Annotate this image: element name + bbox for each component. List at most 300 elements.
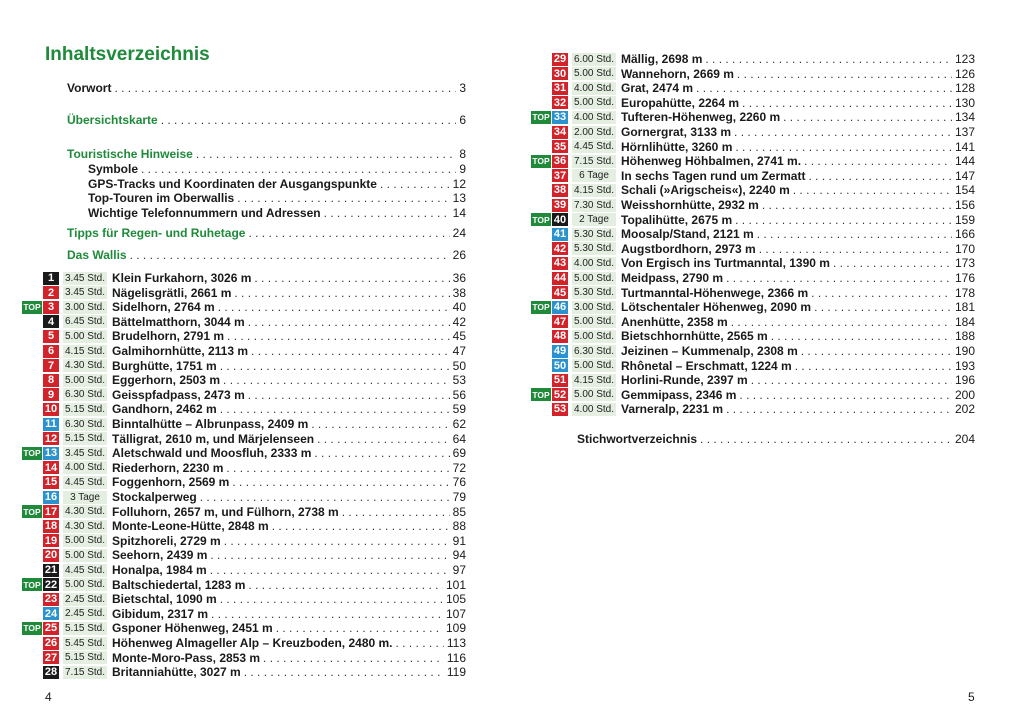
tour-name: Honalpa, 1984 m: [112, 563, 207, 577]
tour-page: 188: [954, 329, 975, 344]
leader-dots: [739, 388, 952, 402]
top-tour-badge: TOP: [23, 623, 41, 634]
tour-name: Klein Furkahorn, 3026 m: [112, 271, 252, 285]
leader-dots: [224, 534, 450, 548]
tour-entry[interactable]: [22, 388, 466, 402]
tour-number: 18: [44, 520, 58, 533]
tour-page: 184: [954, 314, 975, 329]
top-tour-badge: TOP: [532, 156, 550, 167]
tour-page: 154: [954, 183, 975, 198]
leader-dots: [223, 373, 450, 387]
top-tour-badge: TOP: [532, 389, 550, 400]
leader-dots: [210, 563, 450, 577]
section-entry[interactable]: [88, 162, 466, 177]
leader-dots: [742, 96, 952, 110]
tour-name: Foggenhorn, 2569 m: [112, 475, 230, 490]
tour-name: Höhenweg Höhbalmen, 2741 m.: [621, 154, 802, 169]
tour-name: Höhenweg Almageller Alp – Kreuzboden, 2480 m.: [112, 636, 393, 650]
tour-entry[interactable]: [531, 300, 975, 314]
tour-number: 19: [44, 534, 58, 547]
leader-dots: [314, 446, 449, 460]
tour-name: Binntalhütte – Albrunpass, 2409 m: [112, 417, 309, 431]
tour-name: Lötschentaler Höhenweg, 2090 m: [621, 300, 812, 315]
leader-dots: [731, 315, 952, 329]
tour-entry[interactable]: [531, 125, 975, 139]
tour-duration: 2.45 Std.: [64, 608, 106, 620]
tour-entry[interactable]: [531, 169, 975, 183]
section-entry[interactable]: [88, 177, 466, 192]
tour-entry[interactable]: [531, 373, 975, 387]
page-number-left: 4: [45, 690, 52, 704]
tour-number: 14: [44, 461, 58, 474]
tour-entry[interactable]: [22, 651, 466, 665]
tour-page: 47: [452, 344, 466, 358]
tour-page: 126: [954, 66, 975, 81]
tour-duration: 5.00 Std.: [64, 535, 106, 547]
tour-entry[interactable]: [531, 344, 975, 358]
tour-entry[interactable]: [22, 344, 466, 358]
leader-dots: [734, 125, 952, 139]
tour-entry[interactable]: [22, 329, 466, 343]
tour-number: 35: [553, 140, 567, 153]
tour-entry[interactable]: [22, 665, 466, 679]
leader-dots: [226, 461, 449, 475]
tour-entry[interactable]: [531, 315, 975, 329]
tour-duration: 4.30 Std.: [64, 520, 106, 532]
leader-dots: [726, 271, 952, 285]
tour-entry[interactable]: [22, 607, 466, 621]
tour-number: 32: [553, 96, 567, 109]
section-label: Top-Touren im Oberwallis: [88, 191, 235, 205]
tour-name: Burghütte, 1751 m: [112, 358, 217, 373]
tour-entry[interactable]: [22, 446, 466, 460]
tour-page: 202: [954, 402, 975, 417]
tour-duration: 4.15 Std.: [573, 184, 615, 196]
tour-page: 36: [452, 271, 466, 285]
section-label: Übersichtskarte: [67, 113, 158, 127]
tour-duration: 6.30 Std.: [573, 345, 615, 357]
tour-entry[interactable]: [531, 256, 975, 270]
tour-duration: 5.15 Std.: [64, 433, 106, 445]
tour-duration: 5.00 Std.: [64, 330, 106, 342]
tour-number: 39: [553, 199, 567, 211]
top-tour-badge: TOP: [532, 214, 550, 225]
tour-duration: 5.45 Std.: [64, 637, 106, 649]
leader-dots: [234, 286, 449, 300]
section-page: 9: [459, 162, 466, 176]
leader-dots: [759, 242, 952, 256]
tour-number: 47: [553, 315, 567, 328]
tour-name: Monte-Moro-Pass, 2853 m: [112, 650, 261, 665]
tour-entry[interactable]: [22, 490, 466, 504]
section-entry[interactable]: [67, 248, 466, 263]
tour-page: 128: [954, 81, 975, 96]
tour-page: 50: [452, 358, 466, 373]
tour-page: 141: [954, 139, 975, 154]
tour-name: Anenhütte, 2358 m: [621, 314, 728, 329]
tour-duration: 4.00 Std.: [573, 111, 615, 123]
tour-number: 46: [553, 301, 567, 314]
tour-number: 20: [44, 549, 58, 562]
tour-page: 42: [452, 314, 466, 329]
leader-dots: [317, 432, 450, 446]
index-entry[interactable]: [577, 432, 975, 447]
tour-name: Gemmipass, 2346 m: [621, 387, 737, 402]
tour-name: Weisshornhütte, 2932 m: [621, 198, 759, 212]
tour-duration: 4.15 Std.: [64, 345, 106, 357]
leader-dots: [814, 300, 952, 314]
tour-name: Europahütte, 2264 m: [621, 95, 740, 110]
tour-number: 24: [44, 607, 58, 620]
tour-duration: 2.45 Std.: [64, 593, 106, 605]
tour-name: Geisspfadpass, 2473 m: [112, 387, 245, 402]
section-page: 8: [459, 147, 466, 161]
tour-number: 28: [44, 666, 58, 679]
leader-dots: [757, 227, 952, 241]
tour-page: 107: [445, 606, 466, 621]
tour-entry[interactable]: [531, 271, 975, 285]
top-tour-badge: TOP: [23, 506, 41, 517]
tour-name: Gornergrat, 3133 m: [621, 125, 732, 139]
tour-name: Riederhorn, 2230 m: [112, 460, 224, 475]
tour-page: 91: [452, 533, 466, 548]
tour-entry[interactable]: [22, 402, 466, 416]
tour-page: 76: [452, 475, 466, 490]
tour-entry[interactable]: [22, 636, 466, 650]
leader-dots: [342, 505, 450, 519]
tour-entry[interactable]: [22, 461, 466, 475]
tour-name: Eggerhorn, 2503 m: [112, 373, 221, 388]
tour-number: 12: [44, 432, 58, 445]
section-label: Wichtige Telefonnummern und Adressen: [88, 206, 321, 220]
tour-page: 45: [452, 329, 466, 344]
tour-page: 137: [954, 125, 975, 139]
top-tour-badge: TOP: [23, 448, 41, 459]
tour-name: Topalihütte, 2675 m: [621, 212, 733, 227]
tour-entry[interactable]: [22, 475, 466, 489]
tour-entry[interactable]: [531, 81, 975, 95]
tour-number: 1: [43, 272, 59, 285]
leader-dots: [141, 162, 456, 176]
top-tour-badge: TOP: [532, 302, 550, 313]
tour-number: 22: [44, 578, 58, 591]
tour-name: Galmihornhütte, 2113 m: [112, 344, 249, 358]
tour-entry[interactable]: [22, 373, 466, 387]
tour-name: Baltschiedertal, 1283 m: [112, 577, 246, 592]
tour-entry[interactable]: [531, 110, 975, 124]
tour-name: Brudelhorn, 2791 m: [112, 329, 225, 344]
tour-duration: 5.00 Std.: [573, 316, 615, 328]
leader-dots: [114, 81, 456, 95]
leader-dots: [737, 67, 952, 81]
page-number-right: 5: [968, 690, 975, 704]
leader-dots: [276, 621, 443, 635]
tour-number: 48: [553, 330, 567, 343]
tour-entry[interactable]: [531, 242, 975, 256]
tour-entry[interactable]: [22, 505, 466, 519]
tour-duration: 4.45 Std.: [573, 141, 615, 153]
tour-number: 41: [553, 228, 567, 241]
tour-page: 59: [452, 402, 466, 417]
tour-number: 53: [553, 403, 567, 416]
tour-entry[interactable]: [531, 227, 975, 241]
tour-number: 38: [553, 184, 567, 197]
tour-name: Nägelisgrätli, 2661 m: [112, 285, 232, 300]
tour-page: 105: [445, 592, 466, 607]
tour-entry[interactable]: [22, 300, 466, 314]
section-label: Touristische Hinweise: [67, 147, 193, 161]
tour-number: 5: [43, 330, 59, 343]
tour-duration: 5.15 Std.: [64, 652, 106, 664]
tour-name: In sechs Tagen rund um Zermatt: [621, 168, 806, 183]
tour-name: Horlini-Runde, 2397 m: [621, 373, 748, 388]
tour-entry[interactable]: [531, 52, 975, 66]
tour-number: 21: [44, 564, 58, 576]
tour-duration: 5.15 Std.: [64, 403, 106, 415]
tour-number: 29: [553, 53, 567, 65]
tour-number: 8: [43, 374, 59, 387]
leader-dots: [811, 286, 952, 300]
tour-duration: 4.00 Std.: [573, 403, 615, 415]
tour-duration: 5.00 Std.: [573, 389, 615, 401]
section-label: Tipps für Regen- und Ruhetage: [67, 226, 246, 240]
tour-duration: 2 Tage: [572, 213, 616, 226]
tour-duration: 4.00 Std.: [64, 462, 106, 474]
section-entry[interactable]: [67, 113, 466, 128]
leader-dots: [200, 490, 450, 504]
leader-dots: [220, 359, 450, 373]
leader-dots: [130, 248, 450, 262]
tour-page: 56: [452, 387, 466, 402]
section-entry[interactable]: [67, 81, 466, 96]
section-label: Das Wallis: [67, 248, 127, 262]
tour-page: 62: [452, 417, 466, 431]
tour-number: 40: [553, 213, 567, 226]
tour-number: 44: [553, 272, 567, 284]
section-entry[interactable]: [88, 191, 466, 206]
tour-duration: 5.00 Std.: [573, 330, 615, 342]
tour-entry[interactable]: [22, 271, 466, 285]
tour-entry[interactable]: [531, 388, 975, 402]
tour-duration: 3.45 Std.: [64, 287, 106, 299]
tour-duration: 5.00 Std.: [573, 97, 615, 109]
section-entry[interactable]: [88, 206, 466, 221]
tour-duration: 3.00 Std.: [64, 301, 106, 313]
tour-number: 9: [43, 388, 59, 401]
tour-duration: 7.30 Std.: [573, 199, 615, 211]
tour-entry[interactable]: [22, 548, 466, 562]
tour-number: 30: [553, 67, 567, 80]
tour-duration: 5.00 Std.: [573, 68, 615, 80]
tour-entry[interactable]: [531, 198, 975, 212]
section-page: 14: [452, 206, 466, 220]
leader-dots: [804, 154, 952, 168]
top-tour-badge: TOP: [532, 112, 550, 123]
tour-page: 116: [446, 650, 466, 665]
tour-page: 88: [452, 519, 466, 534]
section-page: 12: [452, 177, 466, 191]
tour-entry[interactable]: [22, 417, 466, 431]
tour-duration: 5.30 Std.: [573, 287, 615, 299]
tour-page: 196: [954, 373, 975, 388]
tour-name: Gibidum, 2317 m: [112, 606, 209, 621]
tour-name: Hörnlihütte, 3260 m: [621, 139, 733, 154]
tour-entry[interactable]: [22, 432, 466, 446]
leader-dots: [705, 52, 952, 66]
tour-entry[interactable]: [531, 67, 975, 81]
tour-number: 15: [44, 476, 58, 489]
tour-page: 85: [452, 504, 466, 519]
leader-dots: [248, 388, 450, 402]
tour-entry[interactable]: [22, 578, 466, 592]
leader-dots: [210, 548, 449, 562]
leader-dots: [833, 256, 952, 270]
tour-number: 23: [44, 593, 58, 606]
leader-dots: [735, 140, 952, 154]
tour-page: 123: [954, 52, 975, 66]
tour-duration: 7.15 Std.: [64, 666, 106, 678]
tour-entry[interactable]: [22, 519, 466, 533]
tour-entry[interactable]: [22, 563, 466, 577]
leader-dots: [380, 177, 450, 191]
tour-page: 38: [452, 285, 466, 300]
tour-name: Seehorn, 2439 m: [112, 548, 208, 563]
tour-page: 101: [445, 577, 466, 592]
leader-dots: [808, 169, 951, 183]
tour-entry[interactable]: [22, 315, 466, 329]
tour-duration: 6 Tage: [572, 169, 616, 182]
tour-entry[interactable]: [531, 213, 975, 227]
tour-name: Meidpass, 2790 m: [621, 271, 724, 285]
leader-dots: [735, 213, 952, 227]
tour-entry[interactable]: [531, 96, 975, 110]
leader-dots: [248, 315, 450, 329]
tour-duration: 4.00 Std.: [573, 257, 615, 269]
tour-page: 72: [452, 460, 466, 475]
leader-dots: [227, 329, 450, 343]
tour-duration: 3.00 Std.: [573, 301, 615, 313]
tour-duration: 4.30 Std.: [64, 360, 106, 372]
leader-dots: [793, 183, 952, 197]
tour-name: Varneralp, 2231 m: [621, 402, 724, 417]
leader-dots: [751, 373, 952, 387]
tour-duration: 6.30 Std.: [64, 389, 106, 401]
tour-name: Stockalperweg: [112, 490, 197, 504]
tour-entry[interactable]: [22, 359, 466, 373]
tour-number: 43: [553, 257, 567, 270]
tour-entry[interactable]: [531, 359, 975, 373]
tour-entry[interactable]: [531, 183, 975, 197]
section-entry[interactable]: [67, 147, 466, 162]
tour-name: Folluhorn, 2657 m, und Fülhorn, 2738 m: [112, 504, 339, 519]
tour-number: 42: [553, 242, 567, 255]
tour-page: 176: [954, 271, 975, 285]
tour-name: Bättelmatthorn, 3044 m: [112, 314, 245, 329]
tour-page: 170: [954, 241, 975, 256]
section-page: 3: [459, 81, 466, 95]
tour-number: 13: [44, 447, 58, 460]
tour-entry[interactable]: [22, 286, 466, 300]
tour-name: Aletschwald und Moosfluh, 2333 m: [112, 446, 312, 461]
section-page: 24: [452, 226, 466, 240]
index-label: Stichwortverzeichnis: [577, 432, 698, 446]
tour-page: 119: [446, 665, 466, 680]
tour-name: Gsponer Höhenweg, 2451 m: [112, 621, 273, 636]
tour-duration: 5.00 Std.: [64, 579, 106, 591]
top-tour-badge: TOP: [23, 302, 41, 313]
tour-number: 4: [43, 315, 59, 328]
tour-page: 166: [954, 227, 975, 242]
leader-dots: [396, 636, 444, 650]
tour-name: Rhônetal – Erschmatt, 1224 m: [621, 358, 792, 373]
tour-number: 10: [44, 403, 58, 416]
tour-page: 178: [954, 285, 975, 300]
tour-name: Tälligrat, 2610 m, und Märjelenseen: [112, 431, 315, 446]
tour-entry[interactable]: [22, 592, 466, 606]
tour-number: 36: [553, 155, 567, 168]
leader-dots: [254, 271, 449, 285]
section-label: Symbole: [88, 162, 139, 176]
tour-duration: 6.45 Std.: [64, 316, 106, 328]
leader-dots: [161, 113, 457, 127]
tour-entry[interactable]: [22, 534, 466, 548]
tour-number: 50: [553, 359, 567, 372]
leader-dots: [244, 665, 444, 679]
tour-page: 181: [954, 300, 975, 315]
tour-entry[interactable]: [531, 286, 975, 300]
tour-duration: 6.30 Std.: [64, 418, 106, 430]
tour-entry[interactable]: [531, 329, 975, 343]
tour-duration: 6.00 Std.: [573, 53, 615, 65]
tour-page: 147: [954, 168, 975, 183]
tour-name: Grat, 2474 m: [621, 81, 694, 96]
leader-dots: [762, 198, 952, 212]
tour-entry[interactable]: [531, 154, 975, 168]
leader-dots: [324, 206, 450, 220]
tour-duration: 4.15 Std.: [573, 374, 615, 386]
tour-number: 52: [553, 388, 567, 401]
tour-page: 156: [954, 198, 975, 212]
tour-duration: 3.45 Std.: [64, 272, 106, 284]
tour-duration: 5.30 Std.: [573, 243, 615, 255]
top-tour-badge: TOP: [23, 579, 41, 590]
leader-dots: [801, 344, 952, 358]
tour-page: 193: [954, 358, 975, 373]
tour-number: 3: [43, 301, 59, 314]
section-page: 13: [452, 191, 466, 205]
tour-name: Spitzhoreli, 2729 m: [112, 533, 221, 548]
tour-number: 6: [43, 345, 59, 358]
leader-dots: [237, 191, 449, 205]
tour-number: 2: [43, 286, 59, 299]
tour-number: 51: [553, 374, 567, 387]
section-entry[interactable]: [67, 226, 466, 241]
tour-entry[interactable]: [531, 402, 975, 416]
tour-entry[interactable]: [22, 621, 466, 635]
tour-entry[interactable]: [531, 140, 975, 154]
leader-dots: [218, 300, 450, 314]
tour-name: Moosalp/Stand, 2121 m: [621, 227, 754, 242]
tour-page: 200: [954, 387, 975, 402]
tour-name: Von Ergisch ins Turtmanntal, 1390 m: [621, 256, 830, 271]
tour-page: 113: [446, 636, 466, 650]
tour-name: Sidelhorn, 2764 m: [112, 300, 215, 315]
leader-dots: [696, 81, 952, 95]
tour-page: 97: [452, 563, 466, 577]
tour-name: Mällig, 2698 m: [621, 52, 703, 66]
tour-page: 159: [954, 212, 975, 227]
tour-number: 25: [44, 622, 58, 635]
